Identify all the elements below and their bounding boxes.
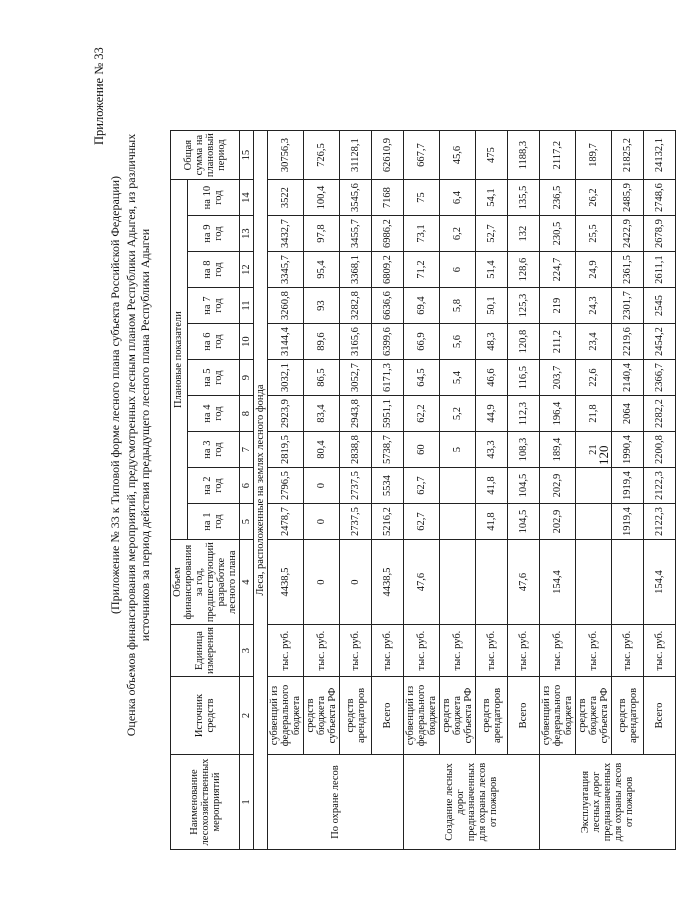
value-cell: 52,7: [476, 216, 508, 252]
header-source: Источник средств: [171, 677, 240, 755]
source-cell: субвенций из федерального бюджета: [404, 677, 440, 755]
total-cell: 24132,1: [644, 131, 676, 180]
value-cell: 89,6: [304, 324, 340, 360]
value-cell: 24,3: [576, 288, 612, 324]
value-cell: 3545,6: [340, 180, 372, 216]
value-cell: 6636,6: [372, 288, 404, 324]
value-cell: 116,5: [508, 360, 540, 396]
value-cell: 46,6: [476, 360, 508, 396]
value-cell: 43,3: [476, 432, 508, 468]
value-cell: 66,9: [404, 324, 440, 360]
value-cell: [440, 468, 476, 504]
header-year: на 3 год: [187, 432, 239, 468]
value-cell: 3432,7: [268, 216, 304, 252]
value-cell: 2796,5: [268, 468, 304, 504]
value-cell: 6986,2: [372, 216, 404, 252]
table-row: [540, 131, 576, 850]
table-row: [372, 131, 404, 850]
unit-cell: тыс. руб.: [440, 625, 476, 677]
value-cell: [440, 504, 476, 540]
value-cell: 5: [440, 432, 476, 468]
value-cell: 2122,3: [644, 468, 676, 504]
value-cell: 1919,4: [612, 468, 644, 504]
value-cell: 6399,6: [372, 324, 404, 360]
value-cell: 230,5: [540, 216, 576, 252]
value-cell: 2064: [612, 396, 644, 432]
value-cell: 6: [440, 252, 476, 288]
value-cell: 2422,9: [612, 216, 644, 252]
value-cell: 224,7: [540, 252, 576, 288]
value-cell: 62,7: [404, 504, 440, 540]
value-cell: 6809,2: [372, 252, 404, 288]
unit-cell: тыс. руб.: [268, 625, 304, 677]
value-cell: 5,6: [440, 324, 476, 360]
header-year: на 10 год: [187, 180, 239, 216]
value-cell: 95,4: [304, 252, 340, 288]
table-row: [476, 131, 508, 850]
source-cell: средств бюджета субъекта РФ: [576, 677, 612, 755]
source-cell: средств арендаторов: [476, 677, 508, 755]
volume-cell: 4438,5: [268, 540, 304, 625]
activity-name: Эксплуатация лесных дорог предназначенных для охраны лесов от пожаров: [540, 755, 676, 850]
column-number: 8: [240, 396, 254, 432]
value-cell: 44,9: [476, 396, 508, 432]
value-cell: 7168: [372, 180, 404, 216]
value-cell: 2122,3: [644, 504, 676, 540]
column-number: 15: [240, 131, 254, 180]
value-cell: 5,4: [440, 360, 476, 396]
value-cell: 51,4: [476, 252, 508, 288]
total-cell: 31128,1: [340, 131, 372, 180]
value-cell: 104,5: [508, 468, 540, 504]
header-year: на 2 год: [187, 468, 239, 504]
value-cell: 2838,8: [340, 432, 372, 468]
value-cell: [576, 468, 612, 504]
table-row: [304, 131, 340, 850]
value-cell: 3052,7: [340, 360, 372, 396]
value-cell: 26,2: [576, 180, 612, 216]
volume-cell: [476, 540, 508, 625]
value-cell: 211,2: [540, 324, 576, 360]
table-row: [340, 131, 372, 850]
value-cell: 83,4: [304, 396, 340, 432]
unit-cell: тыс. руб.: [304, 625, 340, 677]
table-row: [576, 131, 612, 850]
section-title: Леса, расположенные на землях лесного фонда: [254, 131, 268, 850]
total-cell: 62610,9: [372, 131, 404, 180]
value-cell: 2611,1: [644, 252, 676, 288]
activity-name: По охране лесов: [268, 755, 404, 850]
value-cell: 132: [508, 216, 540, 252]
value-cell: [576, 504, 612, 540]
source-cell: субвенций из федерального бюджета: [540, 677, 576, 755]
total-cell: 726,5: [304, 131, 340, 180]
value-cell: 3260,8: [268, 288, 304, 324]
table-row: [508, 131, 540, 850]
value-cell: 2361,5: [612, 252, 644, 288]
value-cell: 0: [304, 504, 340, 540]
value-cell: 2678,9: [644, 216, 676, 252]
total-cell: 45,6: [440, 131, 476, 180]
value-cell: 75: [404, 180, 440, 216]
header-unit: Единица измерения: [171, 625, 240, 677]
value-cell: 2485,9: [612, 180, 644, 216]
volume-cell: 0: [340, 540, 372, 625]
value-cell: 71,2: [404, 252, 440, 288]
value-cell: 3345,7: [268, 252, 304, 288]
page-title-line2: источников за период действия предыдущего лесного плана Республики Адыгеи: [138, 228, 152, 642]
volume-cell: 47,6: [404, 540, 440, 625]
value-cell: 2819,5: [268, 432, 304, 468]
value-cell: 189,4: [540, 432, 576, 468]
source-cell: субвенций из федерального бюджета: [268, 677, 304, 755]
unit-cell: тыс. руб.: [404, 625, 440, 677]
value-cell: 2737,5: [340, 468, 372, 504]
value-cell: 62,7: [404, 468, 440, 504]
header-total: Общая сумма на плановый период: [171, 131, 240, 180]
value-cell: 3282,8: [340, 288, 372, 324]
table-row: [440, 131, 476, 850]
value-cell: 64,5: [404, 360, 440, 396]
value-cell: 1919,4: [612, 504, 644, 540]
column-number: 11: [240, 288, 254, 324]
value-cell: 21,8: [576, 396, 612, 432]
value-cell: 202,9: [540, 468, 576, 504]
header-row: [171, 131, 188, 850]
page-number: 120: [596, 445, 611, 465]
column-number: 7: [240, 432, 254, 468]
header-year: на 1 год: [187, 504, 239, 540]
header-year: на 5 год: [187, 360, 239, 396]
value-cell: 2923,9: [268, 396, 304, 432]
value-cell: 6171,3: [372, 360, 404, 396]
column-number: 13: [240, 216, 254, 252]
unit-cell: тыс. руб.: [476, 625, 508, 677]
value-cell: 108,3: [508, 432, 540, 468]
header-name: Наименование лесохозяйственных мероприятий: [171, 755, 240, 850]
value-cell: 60: [404, 432, 440, 468]
unit-cell: тыс. руб.: [612, 625, 644, 677]
table-row: [404, 131, 440, 850]
column-number: 4: [240, 540, 254, 625]
unit-cell: тыс. руб.: [576, 625, 612, 677]
value-cell: 93: [304, 288, 340, 324]
source-cell: Всего: [372, 677, 404, 755]
column-number: 12: [240, 252, 254, 288]
value-cell: 2366,7: [644, 360, 676, 396]
value-cell: 5,2: [440, 396, 476, 432]
column-number: 1: [240, 755, 254, 850]
appendix-label: Приложение № 33: [92, 47, 106, 145]
column-number-row: [240, 131, 254, 850]
value-cell: 236,5: [540, 180, 576, 216]
header-year: на 6 год: [187, 324, 239, 360]
column-number: 9: [240, 360, 254, 396]
column-number: 10: [240, 324, 254, 360]
source-cell: средств бюджета субъекта РФ: [304, 677, 340, 755]
header-volume: Объем финансирования за год, предшествующий разработке лесного плана: [171, 540, 240, 625]
value-cell: 25,5: [576, 216, 612, 252]
volume-cell: 154,4: [540, 540, 576, 625]
header-year: на 8 год: [187, 252, 239, 288]
value-cell: 5738,7: [372, 432, 404, 468]
volume-cell: 47,6: [508, 540, 540, 625]
value-cell: 5,8: [440, 288, 476, 324]
unit-cell: тыс. руб.: [340, 625, 372, 677]
header-year: на 7 год: [187, 288, 239, 324]
header-planned: Плановые показатели: [171, 180, 188, 540]
value-cell: 203,7: [540, 360, 576, 396]
table-row: [644, 131, 676, 850]
value-cell: 2282,2: [644, 396, 676, 432]
section-row: [254, 131, 268, 850]
value-cell: 2454,2: [644, 324, 676, 360]
value-cell: 3144,4: [268, 324, 304, 360]
source-cell: средств арендаторов: [340, 677, 372, 755]
value-cell: 5951,1: [372, 396, 404, 432]
value-cell: 202,9: [540, 504, 576, 540]
table-row: [612, 131, 644, 850]
source-cell: Всего: [508, 677, 540, 755]
value-cell: 3522: [268, 180, 304, 216]
total-cell: 667,7: [404, 131, 440, 180]
value-cell: 2140,4: [612, 360, 644, 396]
volume-cell: [612, 540, 644, 625]
volume-cell: 154,4: [644, 540, 676, 625]
activity-name: Создание лесных дорог предназначенных для охраны лесов от пожаров: [404, 755, 540, 850]
value-cell: 5216,2: [372, 504, 404, 540]
column-number: 6: [240, 468, 254, 504]
unit-cell: тыс. руб.: [508, 625, 540, 677]
value-cell: 21: [576, 432, 612, 468]
value-cell: 2943,8: [340, 396, 372, 432]
value-cell: 50,1: [476, 288, 508, 324]
total-cell: 30756,3: [268, 131, 304, 180]
financing-table: [170, 130, 676, 850]
value-cell: 41,8: [476, 468, 508, 504]
value-cell: 128,6: [508, 252, 540, 288]
header-year: на 4 год: [187, 396, 239, 432]
value-cell: 104,5: [508, 504, 540, 540]
value-cell: 3368,1: [340, 252, 372, 288]
value-cell: 2219,6: [612, 324, 644, 360]
value-cell: 6,2: [440, 216, 476, 252]
value-cell: 135,5: [508, 180, 540, 216]
value-cell: 41,8: [476, 504, 508, 540]
value-cell: 2200,8: [644, 432, 676, 468]
value-cell: 22,6: [576, 360, 612, 396]
value-cell: 219: [540, 288, 576, 324]
value-cell: 24,9: [576, 252, 612, 288]
column-number: 2: [240, 677, 254, 755]
value-cell: 2301,7: [612, 288, 644, 324]
value-cell: 73,1: [404, 216, 440, 252]
value-cell: 69,4: [404, 288, 440, 324]
unit-cell: тыс. руб.: [644, 625, 676, 677]
value-cell: 125,3: [508, 288, 540, 324]
value-cell: 100,4: [304, 180, 340, 216]
value-cell: 0: [304, 468, 340, 504]
value-cell: 5534: [372, 468, 404, 504]
total-cell: 1188,3: [508, 131, 540, 180]
appendix-subtitle: (Приложение № 33 к Типовой форме лесного плана субъекта Российской Федерации): [108, 175, 122, 615]
value-cell: 86,5: [304, 360, 340, 396]
value-cell: 120,8: [508, 324, 540, 360]
value-cell: 196,4: [540, 396, 576, 432]
total-cell: 21825,2: [612, 131, 644, 180]
volume-cell: [576, 540, 612, 625]
source-cell: Всего: [644, 677, 676, 755]
value-cell: 2545: [644, 288, 676, 324]
value-cell: 6,4: [440, 180, 476, 216]
value-cell: 54,1: [476, 180, 508, 216]
value-cell: 97,8: [304, 216, 340, 252]
header-year: на 9 год: [187, 216, 239, 252]
unit-cell: тыс. руб.: [372, 625, 404, 677]
column-number: 3: [240, 625, 254, 677]
value-cell: 1990,4: [612, 432, 644, 468]
volume-cell: 4438,5: [372, 540, 404, 625]
volume-cell: [440, 540, 476, 625]
source-cell: средств арендаторов: [612, 677, 644, 755]
value-cell: 3032,1: [268, 360, 304, 396]
page-title-line1: Оценка объемов финансирования мероприятий, предусмотренных лесным планом Республики Адыгея, из различных: [124, 133, 138, 737]
source-cell: средств бюджета субъекта РФ: [440, 677, 476, 755]
value-cell: 62,2: [404, 396, 440, 432]
column-number: 5: [240, 504, 254, 540]
total-cell: 2117,2: [540, 131, 576, 180]
value-cell: 2748,6: [644, 180, 676, 216]
total-cell: 475: [476, 131, 508, 180]
value-cell: 80,4: [304, 432, 340, 468]
table-row: [268, 131, 304, 850]
value-cell: 112,3: [508, 396, 540, 432]
column-number: 14: [240, 180, 254, 216]
value-cell: 3455,7: [340, 216, 372, 252]
value-cell: 48,3: [476, 324, 508, 360]
unit-cell: тыс. руб.: [540, 625, 576, 677]
value-cell: 23,4: [576, 324, 612, 360]
value-cell: 2478,7: [268, 504, 304, 540]
value-cell: 2737,5: [340, 504, 372, 540]
total-cell: 189,7: [576, 131, 612, 180]
volume-cell: 0: [304, 540, 340, 625]
value-cell: 3165,6: [340, 324, 372, 360]
